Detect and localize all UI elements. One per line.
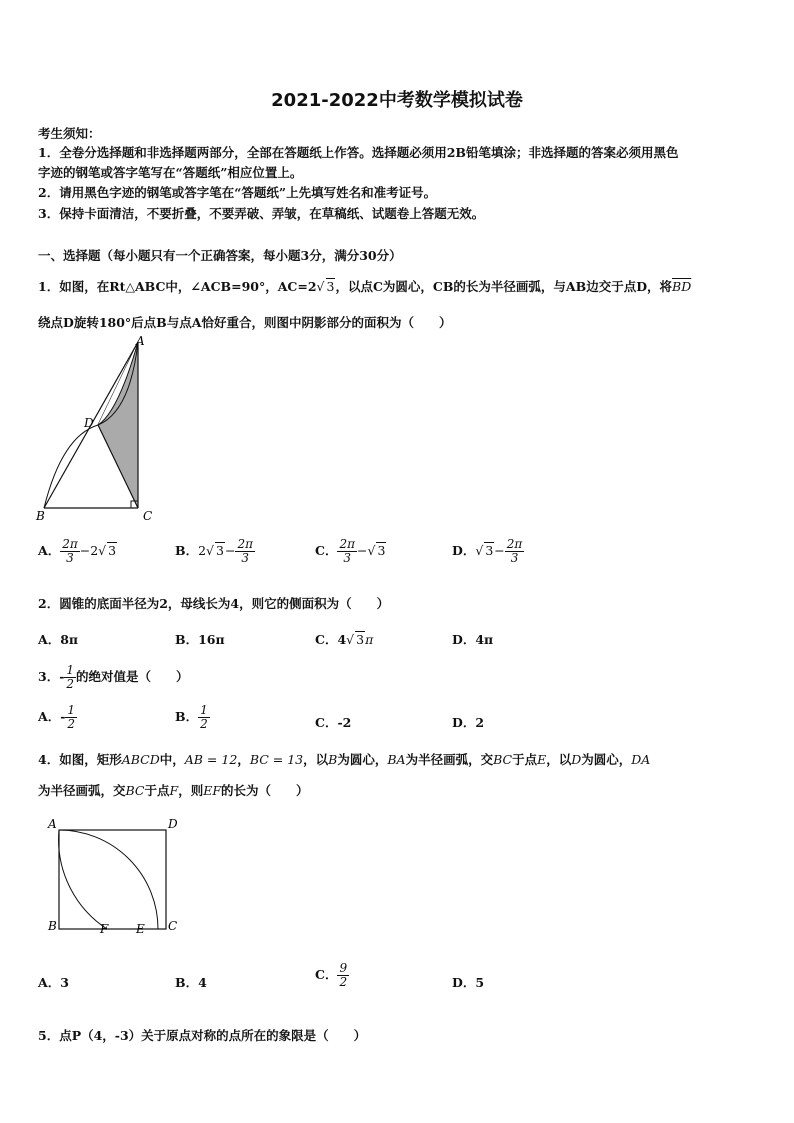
q3-option-b[interactable]: B． $\frac{1}{2}$ bbox=[175, 703, 208, 731]
q1-option-d[interactable]: D．√ 3− $\frac{2\pi}{3}$ bbox=[452, 537, 523, 565]
q3-stem: 3．- $\frac{1}{2}$ 的绝对值是（ ） bbox=[38, 663, 189, 691]
notice-line-2: 2．请用黑色字迹的钢笔或答字笔在“答题纸”上先填写姓名和准考证号。 bbox=[38, 185, 437, 200]
q1-label-d: D bbox=[84, 416, 94, 430]
q4-label-b: B bbox=[48, 919, 57, 933]
q2-stem: 2．圆锥的底面半径为2，母线长为4，则它的侧面积为（ ） bbox=[38, 596, 390, 611]
q2-option-b[interactable]: B．16π bbox=[175, 632, 225, 647]
q3-option-a[interactable]: A．- $\frac{1}{2}$ bbox=[38, 703, 76, 731]
q4-label-a: A bbox=[48, 817, 57, 831]
q3-option-c[interactable]: C．-2 bbox=[315, 715, 352, 730]
q1-label-a: A bbox=[136, 334, 145, 348]
q1-stem-line2: 绕点D旋转180°后点B与点A恰好重合，则图中阴影部分的面积为（ ） bbox=[38, 315, 452, 330]
q1-option-a[interactable]: A． $\frac{2\pi}{3}$ −2√ 3 bbox=[38, 537, 117, 565]
notice-heading: 考生须知： bbox=[38, 126, 101, 141]
section-heading: 一、选择题（每小题只有一个正确答案，每小题3分，满分30分） bbox=[38, 248, 402, 263]
q1-shaded-region bbox=[98, 342, 138, 508]
q4-option-c[interactable]: C． $\frac{9}{2}$ bbox=[315, 961, 348, 989]
q4-stem-line2: 为半径画弧，交BC于点F，则EF的长为（ ） bbox=[38, 783, 309, 798]
q4-option-d[interactable]: D．5 bbox=[452, 975, 485, 990]
q4-label-f: F bbox=[100, 922, 109, 936]
q4-arc-ae bbox=[59, 830, 158, 929]
q4-option-b[interactable]: B．4 bbox=[175, 975, 207, 990]
q4-label-e: E bbox=[136, 922, 145, 936]
q1-label-c: C bbox=[143, 509, 153, 523]
q1-option-c[interactable]: C． $\frac{2\pi}{3}$ −√ 3 bbox=[315, 537, 386, 565]
q1-option-b[interactable]: B．2√ 3− $\frac{2\pi}{3}$ bbox=[175, 537, 253, 565]
q5-stem: 5．点P（4，-3）关于原点对称的点所在的象限是（ ） bbox=[38, 1028, 367, 1043]
q1-label-b: B bbox=[36, 509, 45, 523]
q3-option-d[interactable]: D．2 bbox=[452, 715, 485, 730]
q1-arc-bd bbox=[44, 425, 98, 508]
q4-label-d: D bbox=[168, 817, 178, 831]
notice-line-1-cont: 字迹的钢笔或答字笔写在“答题纸”相应位置上。 bbox=[38, 165, 303, 180]
q4-stem-line1: 4．如图，矩形ABCD中，AB = 12，BC = 13，以B为圆心，BA为半径画弧，交BC于点E，以D为圆心，DA bbox=[38, 752, 651, 767]
notice-line-1: 1．全卷分选择题和非选择题两部分，全部在答题纸上作答。选择题必须用2B铅笔填涂；非选择题的答案必须用黑色 bbox=[38, 145, 679, 160]
page-title: 2021-2022中考数学模拟试卷 bbox=[271, 90, 523, 111]
notice-line-3: 3．保持卡面清洁，不要折叠，不要弄破、弄皱，在草稿纸、试题卷上答题无效。 bbox=[38, 206, 485, 221]
q4-rectangle bbox=[59, 830, 166, 929]
q1-stem-line1: 1．如图，在Rt△ABC中，∠ACB=90°，AC=2√ 3，以点C为圆心，CB的长为半径画弧，与AB边交于点D，将$\overline{BD}$ bbox=[38, 279, 692, 294]
q4-figure bbox=[40, 812, 190, 940]
q4-option-a[interactable]: A．3 bbox=[38, 975, 69, 990]
q1-figure bbox=[30, 334, 160, 524]
q4-arc-af bbox=[59, 830, 107, 929]
q2-option-d[interactable]: D．4π bbox=[452, 632, 494, 647]
q4-label-c: C bbox=[168, 919, 178, 933]
q2-option-c[interactable]: C．4√ 3π bbox=[315, 632, 374, 647]
q2-option-a[interactable]: A．8π bbox=[38, 632, 79, 647]
